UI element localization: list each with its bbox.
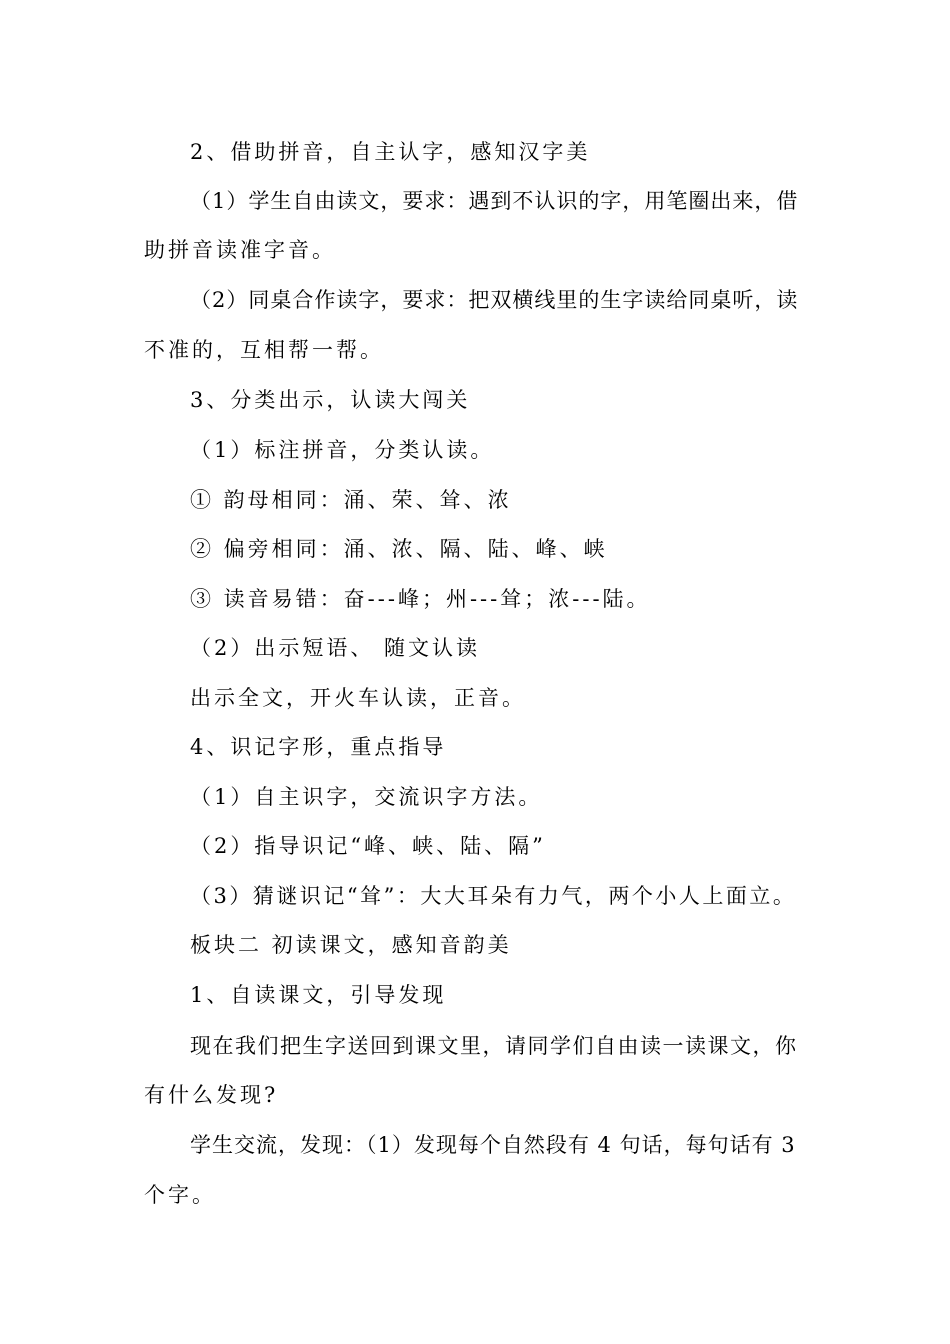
list-item: ① 韵母相同：涌、荣、耸、浓 bbox=[190, 488, 512, 512]
paragraph-line: （2）同桌合作读字，要求：把双横线里的生字读给同桌听，读 bbox=[190, 288, 799, 312]
paragraph-line: 现在我们把生字送回到课文里，请同学们自由读一读课文，你 bbox=[190, 1034, 798, 1058]
paragraph-line: 个字。 bbox=[144, 1183, 216, 1207]
paragraph-line: （2）出示短语、 随文认读 bbox=[190, 636, 481, 660]
paragraph-line: （1）自主识字，交流识字方法。 bbox=[190, 785, 543, 809]
paragraph-line: （3）猜谜识记“耸”：大大耳朵有力气，两个小人上面立。 bbox=[190, 884, 797, 908]
paragraph-line: （1）标注拼音，分类认读。 bbox=[190, 438, 495, 462]
paragraph-line: （1）学生自由读文，要求：遇到不认识的字，用笔圈出来，借 bbox=[190, 189, 799, 213]
section-heading-2: 2、借助拼音，自主认字，感知汉字美 bbox=[190, 140, 591, 164]
paragraph-line: 助拼音读准字音。 bbox=[144, 238, 336, 262]
list-item: ② 偏旁相同：涌、浓、隔、陆、峰、峡 bbox=[190, 537, 608, 561]
section-heading-4: 4、识记字形，重点指导 bbox=[190, 735, 447, 759]
paragraph-line: 出示全文，开火车认读，正音。 bbox=[190, 686, 526, 710]
paragraph-line: 有什么发现? bbox=[144, 1083, 279, 1107]
block-heading: 板块二 初读课文，感知音韵美 bbox=[190, 933, 512, 957]
paragraph-line: 学生交流，发现：（1）发现每个自然段有 4 句话，每句话有 3 bbox=[190, 1133, 796, 1157]
paragraph-line: （2）指导识记“峰、峡、陆、隔” bbox=[190, 834, 546, 858]
section-heading-1: 1、自读课文，引导发现 bbox=[190, 983, 447, 1007]
list-item: ③ 读音易错：奋---峰；州---耸；浓---陆。 bbox=[190, 587, 651, 611]
paragraph-line: 不准的，互相帮一帮。 bbox=[144, 338, 384, 362]
section-heading-3: 3、分类出示，认读大闯关 bbox=[190, 388, 471, 412]
